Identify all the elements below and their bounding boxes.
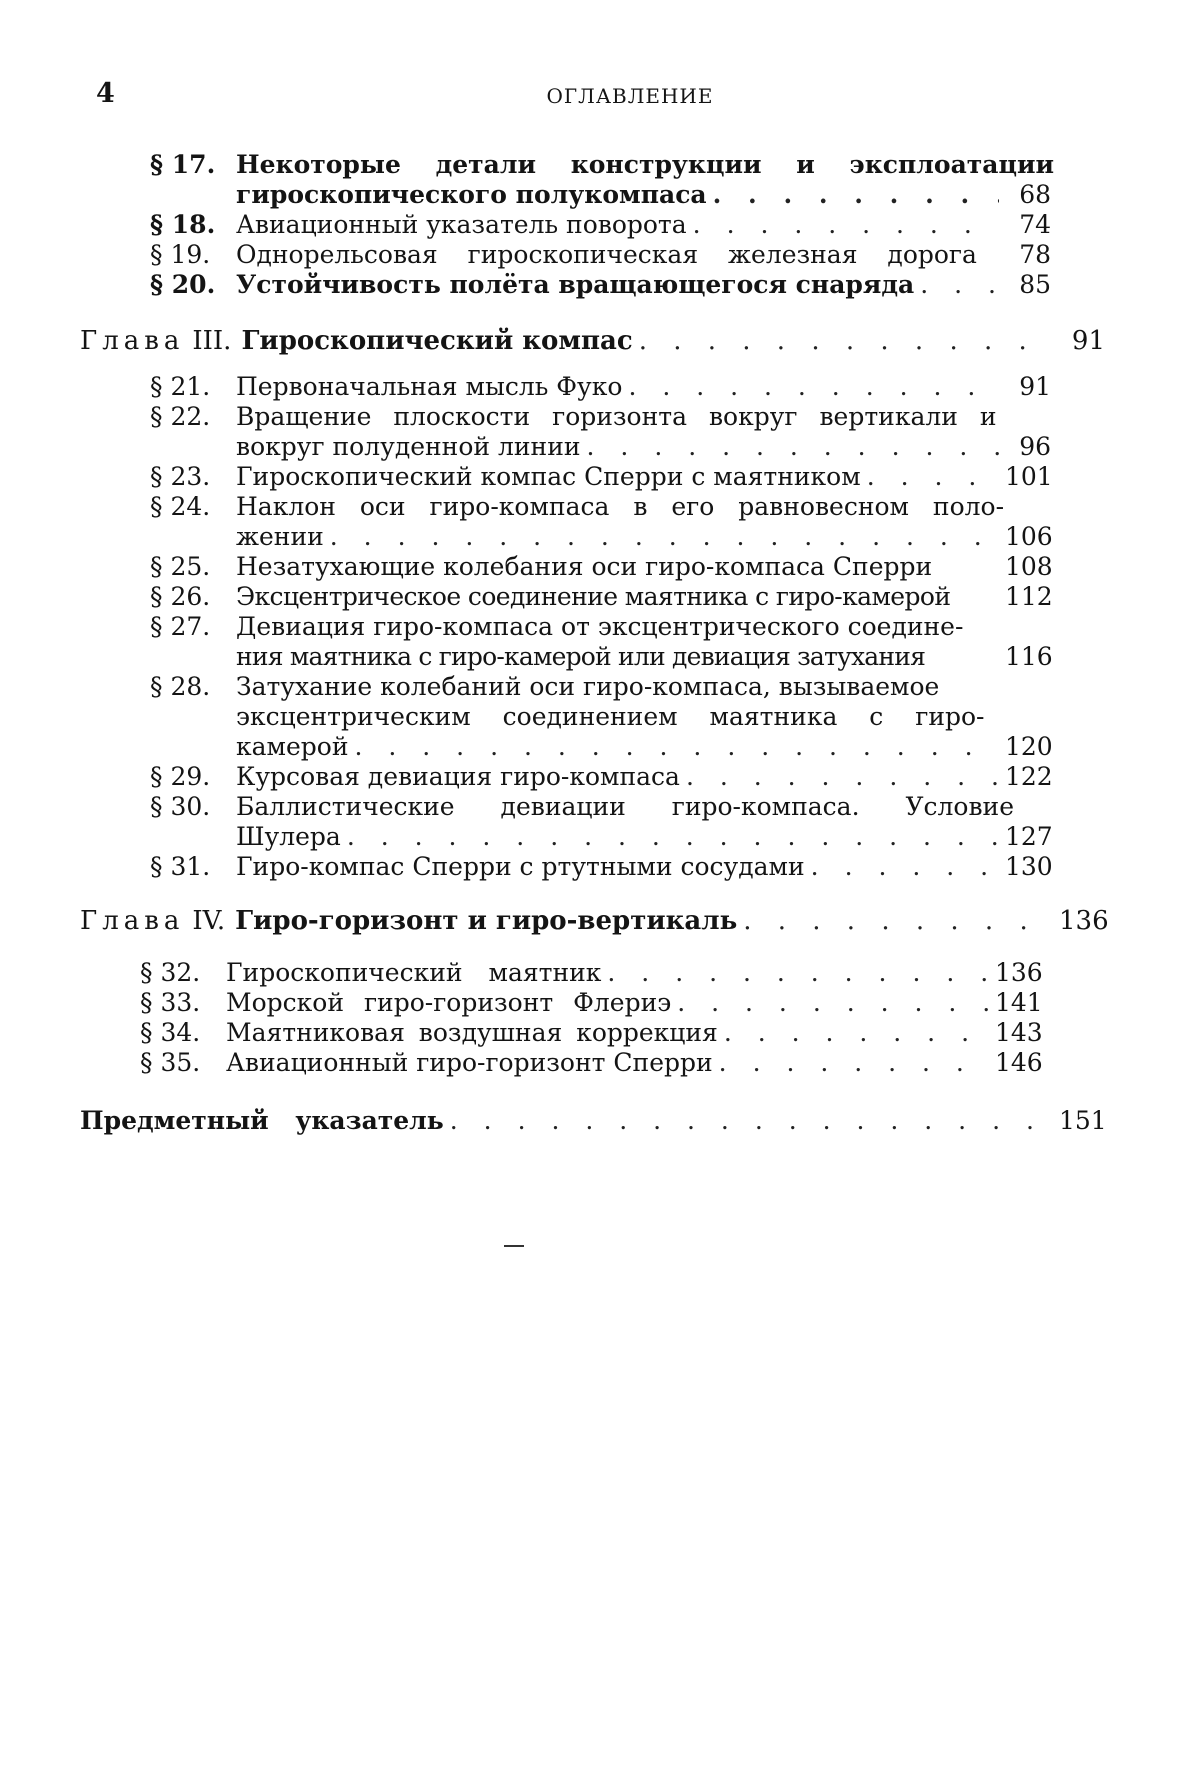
entry-title-line: Устойчивость полёта вращающегося снаряда [236,270,915,299]
running-title: ОГЛАВЛЕНИЕ [546,84,714,108]
entry-page: 112 [1005,582,1053,611]
section-number: § 24. [150,492,211,521]
index-title: Предметный указатель [80,1106,444,1135]
entry-page: 116 [1005,642,1053,671]
section-number: § 34. [140,1018,201,1047]
leader-dots [587,432,999,462]
leader-dots [355,732,1000,762]
entry-page: 96 [1019,432,1051,461]
chapter-number: IV. [192,906,226,936]
entry-title-line: Гироскопический маятник [226,958,602,987]
leader-dots [693,210,999,240]
section-number: § 28. [150,672,211,701]
section-number: § 23. [150,462,211,491]
entry-title-line: гироскопического полукомпаса [236,180,707,209]
leader-dots [713,180,999,210]
entry-page: 91 [1019,372,1051,401]
chapter-number: III. [192,326,232,356]
section-number: § 19. [150,240,211,269]
entry-title-line: Гиро-компас Сперри с ртутными сосудами [236,852,805,881]
leader-dots [639,326,1053,356]
section-number: § 27. [150,612,211,641]
entry-page: 141 [995,988,1043,1017]
section-number: § 33. [140,988,201,1017]
end-rule [504,1245,524,1247]
entry-page: 136 [995,958,1043,987]
section-number: § 25. [150,552,211,581]
entry-title-line: вокруг полуденной линии [236,432,581,461]
entry-title-line: Шулера [236,822,341,851]
section-number: § 35. [140,1048,201,1077]
entry-page: 68 [1019,180,1051,209]
chapter-prefix: Глава [80,326,185,356]
section-number: § 26. [150,582,211,611]
entry-page: 143 [995,1018,1043,1047]
chapter-3-heading [80,326,1105,358]
entry-title-line: Авиационный указатель поворота [236,210,687,239]
entry-page: 74 [1019,210,1051,239]
entry-title-line: Первоначальная мысль Фуко [236,372,623,401]
entry-title-line: Авиационный гиро-горизонт Сперри [226,1048,713,1077]
entry-title-line: Однорельсовая гироскопическая железная дорога [236,240,977,269]
chapter-page: 91 [1071,326,1105,356]
entry-page: 108 [1005,552,1053,581]
leader-dots [330,522,999,552]
chapter-title: Гиро-горизонт и гиро-вертикаль [235,906,738,936]
leader-dots [628,372,999,402]
section-number: § 18. [150,210,216,239]
entry-page: 101 [1005,462,1053,491]
section-number: § 32. [140,958,201,987]
leader-dots [347,822,999,852]
entry-title-line: Вращение плоскости горизонта вокруг вертикали и [236,402,997,431]
chapter-page: 136 [1059,906,1109,936]
entry-page: 106 [1005,522,1053,551]
entry-page: 122 [1005,762,1053,791]
entry-page: 120 [1005,732,1053,761]
chapter-title: Гироскопический компас [241,326,633,356]
entry-page: 78 [1019,240,1051,269]
leader-dots [607,958,989,988]
leader-dots [677,988,989,1018]
leader-dots [811,852,999,882]
entry-title-line: эксцентрическим соединением маятника с гиро- [236,702,985,731]
section-number: § 21. [150,372,211,401]
leader-dots [724,1018,989,1048]
entry-title-line: Гироскопический компас Сперри с маятником [236,462,861,491]
entry-title-line: Баллистические девиации гиро-компаса. Условие [236,792,1015,821]
leader-dots [920,270,999,300]
chapter-prefix: Глава [80,906,185,936]
section-number: § 20. [150,270,216,299]
entry-page: 127 [1005,822,1053,851]
section-number: § 22. [150,402,211,431]
leader-dots [743,906,1053,936]
entry-title-line: Девиация гиро-компаса от эксцентрического соедине- [236,612,964,641]
entry-title-line: Маятниковая воздушная коррекция [226,1018,718,1047]
index-page: 151 [1059,1106,1107,1135]
entry-title-line: ния маятника с гиро-камерой или девиация затухания [236,642,926,671]
entry-title-line: Эксцентрическое соединение маятника с гиро-камерой [236,582,951,611]
page-number: 4 [96,78,115,109]
entry-page: 130 [1005,852,1053,881]
entry-title-line: Курсовая девиация гиро-компаса [236,762,680,791]
entry-title-line: жении [236,522,324,551]
entry-title-line: камерой [236,732,349,761]
entry-title-line: Некоторые детали конструкции и эксплоатации [236,150,1055,179]
leader-dots [450,1106,1053,1136]
leader-dots [719,1048,989,1078]
entry-title-line: Затухание колебаний оси гиро-компаса, вызываемое [236,672,940,701]
entry-title-line: Морской гиро-горизонт Флериэ [226,988,672,1017]
chapter-4-heading [80,906,1109,938]
section-number: § 17. [150,150,216,179]
entry-title-line: Незатухающие колебания оси гиро-компаса Сперри [236,552,933,581]
leader-dots [686,762,999,792]
entry-title-line: Наклон оси гиро-компаса в его равновесном поло- [236,492,1005,521]
section-number: § 31. [150,852,211,881]
leader-dots [867,462,999,492]
entry-page: 85 [1019,270,1051,299]
section-number: § 30. [150,792,211,821]
entry-page: 146 [995,1048,1043,1077]
section-number: § 29. [150,762,211,791]
subject-index-entry [80,1106,1105,1136]
